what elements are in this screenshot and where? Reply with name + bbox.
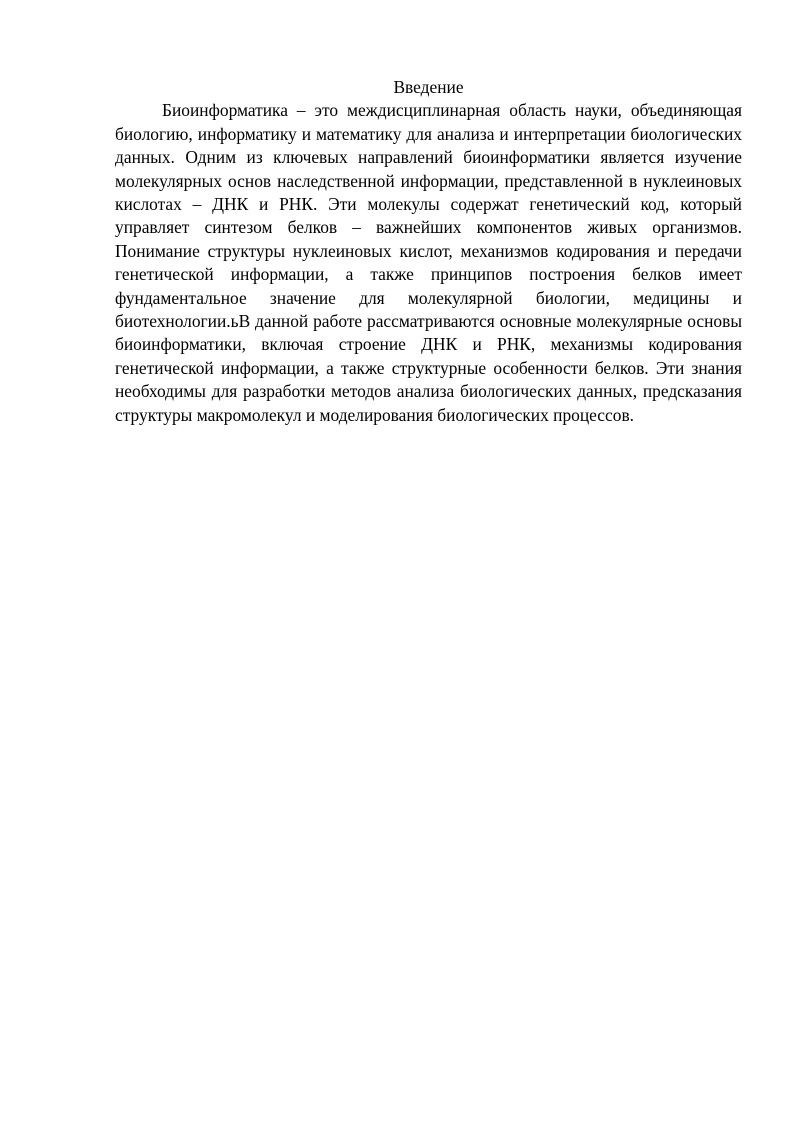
document-body (115, 76, 742, 427)
section-heading: Введение (393, 77, 464, 97)
introduction-paragraph: Биоинформатика – это междисциплинарная область науки, объединяющая биологию, информатику и математику для анализа и интерпретации биологических данных. Одним из ключевых направлений биоинформатики является изучение молекулярных основ наследственной информации, представленной в нуклеиновых кислотах – ДНК и РНК. Эти молекулы содержат генетический код, который управляет синтезом белков – важнейших компонентов живых организмов. Понимание структуры нуклеиновых кислот, механизмов кодирования и передачи генетической информации, а также принципов построения белков имеет фундаментальное значение для молекулярной биологии, медицины и биотехнологии.ьВ данной работе рассматриваются основные молекулярные основы биоинформатики, включая строение ДНК и РНК, механизмы кодирования генетической информации, а также структурные особенности белков. Эти знания необходимы для разработки методов анализа биологических данных, предсказания структуры макромолекул и моделирования биологических процессов. (115, 100, 742, 425)
